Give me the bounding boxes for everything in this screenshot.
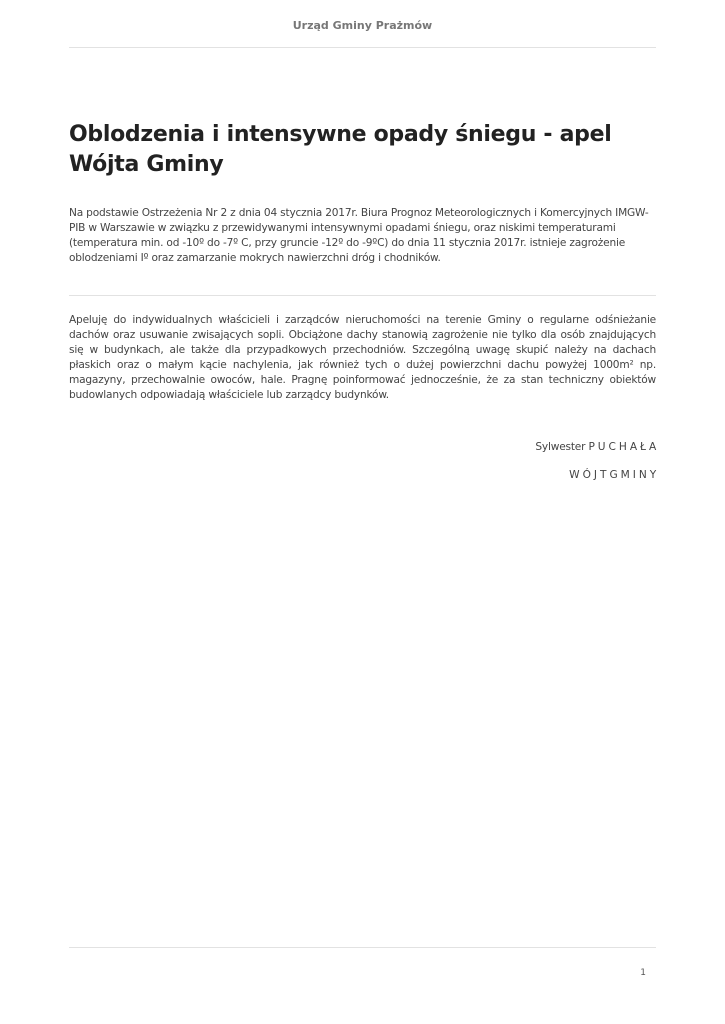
- page-number: 1: [640, 968, 646, 978]
- footer-divider: [69, 947, 656, 948]
- article-title: Oblodzenia i intensywne opady śniegu - apel Wójta Gminy: [69, 122, 612, 177]
- signature-role: W Ó J T G M I N Y: [569, 469, 656, 481]
- site-name-header: Urząd Gminy Prażmów: [292, 19, 433, 32]
- header-divider: [69, 47, 656, 48]
- appeal-paragraph: Apeluję do indywidualnych właścicieli i zarządców nieruchomości na terenie Gminy o regularne odśnieżanie dachów oraz usuwanie zwisających sopli. Obciążone dachy stanowią zagrożenie nie tylko dla osób znajdujących się w budynkach, ale także dla przypadkowych przechodniów. Szczególną uwagę skupić należy na dachach płaskich oraz o małym kącie nachylenia, jak również tych o dużej powierzchni dachu powyżej 1000m² np. magazyny, przechowalnie owoców, hale. Pragnę poinformować jednocześnie, że za stan techniczny obiektów budowlanych odpowiadają właściciele lub zarządcy budynków.: [69, 314, 656, 401]
- content-divider: [69, 295, 656, 296]
- warning-paragraph: Na podstawie Ostrzeżenia Nr 2 z dnia 04 stycznia 2017r. Biura Prognoz Meteorologicznych i Komercyjnych IMGW-PIB w Warszawie w związku z przewidywanymi intensywnymi opadami śniegu, oraz niskimi temperaturami (temperatura min. od -10º do -7º C, przy gruncie -12º do -9ºC) do dnia 11 stycznia 2017r. istnieje zagrożenie oblodzeniami Iº oraz zamarzanie mokrych nawierzchni dróg i chodników.: [69, 207, 649, 264]
- signature-name: Sylwester P U C H A Ł A: [535, 441, 656, 453]
